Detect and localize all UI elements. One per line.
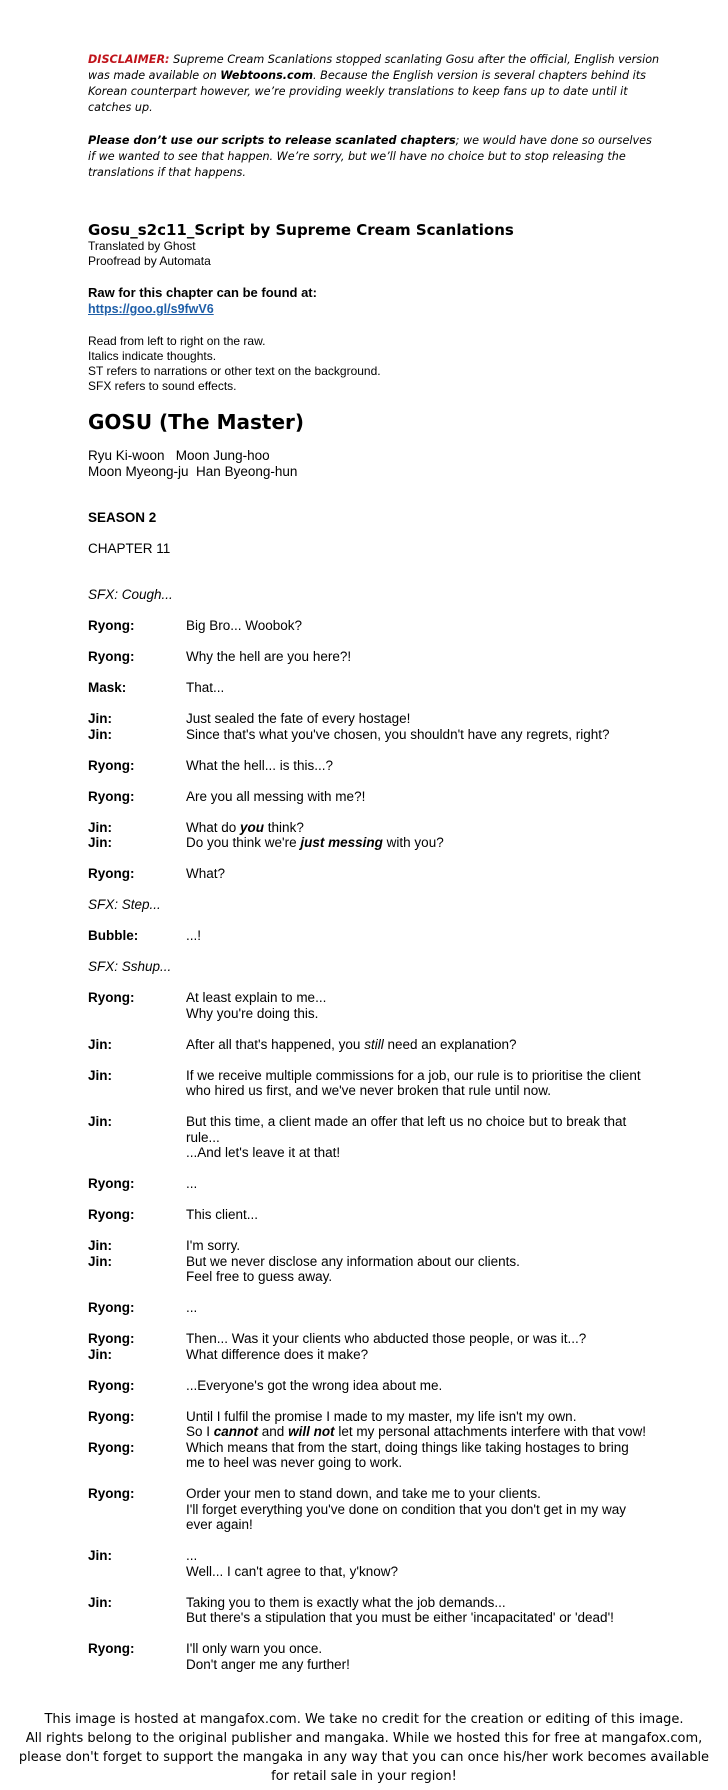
dialogue-segment: After all that's happened, you	[186, 1036, 365, 1052]
speaker-label	[88, 1424, 186, 1440]
speaker-label	[88, 1145, 186, 1161]
speaker-label	[88, 1269, 186, 1285]
webtoons-site-name: Webtoons.com	[220, 69, 314, 82]
speaker-label: Jin:	[88, 835, 113, 850]
script-line	[88, 1269, 660, 1285]
speaker-label	[88, 1657, 186, 1673]
speaker-label: Jin:	[88, 1036, 113, 1052]
speaker-label: Ryong:	[88, 990, 135, 1005]
script-line	[88, 1300, 660, 1316]
raw-heading: Raw for this chapter can be found at:	[88, 285, 317, 300]
speaker-label: Ryong:	[88, 788, 135, 804]
document-page	[88, 52, 660, 1688]
dialogue-segment: think?	[264, 819, 304, 835]
script-line	[88, 618, 660, 634]
speaker-label: Ryong:	[88, 1486, 135, 1501]
speaker-label	[88, 1502, 186, 1533]
dialogue-text: If we receive multiple commissions for a job, our rule is to prioritise the client who hired us first, and we've never broken that rule until now.	[186, 1067, 641, 1098]
script-line	[88, 1564, 660, 1580]
disclaimer-paragraph-2	[88, 133, 660, 181]
speaker-label: Ryong:	[88, 1176, 135, 1191]
note-line: SFX refers to sound effects.	[88, 379, 237, 393]
script-entry	[88, 866, 660, 882]
raw-link[interactable]: https://goo.gl/s9fwV6	[88, 302, 214, 316]
dialogue-text: Then... Was it your clients who abducted those people, or was it...?	[186, 1331, 587, 1346]
names-line: Moon Myeong-ju Han Byeong-hun	[88, 464, 298, 479]
speaker-label	[88, 1564, 186, 1580]
script-entry	[88, 1641, 660, 1672]
script-entry	[88, 758, 660, 774]
script-entry	[88, 1548, 660, 1579]
dialogue-segment: still	[364, 1036, 384, 1052]
script-line	[88, 711, 660, 727]
speaker-label: Ryong:	[88, 1207, 135, 1222]
script-line	[88, 1331, 660, 1347]
script-line	[88, 789, 660, 805]
proofreader-credit: Proofread by Automata	[88, 254, 211, 268]
script-line	[88, 649, 660, 665]
script-line	[88, 990, 660, 1006]
dialogue-text: I'm sorry.	[186, 1238, 241, 1253]
dialogue-text: Are you all messing with me?!	[186, 788, 366, 804]
script-line	[88, 1254, 660, 1270]
sfx-line: SFX: Step...	[88, 897, 161, 912]
script-entry	[88, 1068, 660, 1099]
script-line	[88, 1037, 660, 1053]
dialogue-segment: So I	[186, 1424, 214, 1439]
dialogue-text: ...	[186, 1300, 198, 1315]
script-entry	[88, 649, 660, 665]
script-entry	[88, 789, 660, 805]
script-line	[88, 1502, 660, 1533]
dialogue-segment: What do	[186, 819, 241, 835]
script-entry	[88, 1595, 660, 1626]
script-entry	[88, 990, 660, 1021]
dialogue-segment: you	[240, 819, 265, 835]
script-line	[88, 897, 660, 913]
speaker-label: Ryong:	[88, 1641, 135, 1656]
script-line	[88, 1486, 660, 1502]
script-line	[88, 1641, 660, 1657]
script-line	[88, 1176, 660, 1192]
dialogue-text	[186, 820, 646, 836]
dialogue-segment: just messing	[300, 835, 383, 850]
dialogue-text: But there's a stipulation that you must be either 'incapacitated' or 'dead'!	[186, 1610, 614, 1625]
dialogue-text: That...	[186, 680, 225, 695]
dialogue-text: Order your men to stand down, and take me to your clients.	[186, 1486, 541, 1501]
speaker-label: Ryong:	[88, 1377, 135, 1393]
footer-line: All rights belong to the original publisher and mangaka. While we hosted this for free at mangafox.com,	[25, 1731, 703, 1746]
script-line	[88, 1068, 660, 1099]
script-entry	[88, 1300, 660, 1316]
script-body	[88, 587, 660, 1672]
speaker-label: Mask:	[88, 680, 127, 695]
script-entry	[88, 680, 660, 696]
script-line	[88, 820, 660, 836]
dialogue-text: Until I fulfil the promise I made to my master, my life isn't my own.	[186, 1408, 577, 1424]
speaker-label: Ryong:	[88, 1331, 135, 1346]
dialogue-text: ...And let's leave it at that!	[186, 1145, 341, 1160]
script-line	[88, 1006, 660, 1022]
chapter-heading: CHAPTER 11	[88, 541, 171, 556]
script-line	[88, 1440, 660, 1471]
dialogue-text: What the hell... is this...?	[186, 757, 334, 773]
dialogue-text: Since that's what you've chosen, you shouldn't have any regrets, right?	[186, 726, 610, 742]
speaker-label	[88, 1006, 186, 1022]
speaker-label: Jin:	[88, 1067, 113, 1083]
dialogue-text: I'll forget everything you've done on condition that you don't get in my way ever again!	[186, 1501, 626, 1532]
reading-notes	[88, 334, 660, 394]
dialogue-text: This client...	[186, 1207, 259, 1222]
sfx-line: SFX: Sshup...	[88, 959, 172, 974]
speaker-label: Ryong:	[88, 649, 135, 664]
speaker-label: Ryong:	[88, 618, 135, 633]
speaker-label: Jin:	[88, 819, 113, 835]
speaker-label: Jin:	[88, 1114, 113, 1129]
script-line	[88, 835, 660, 851]
dialogue-text	[186, 1424, 646, 1440]
hosting-footer	[0, 1710, 728, 1786]
disclaimer-warning-rest: ; we would have done so ourselves if we wanted to see that happen. We’re sorry, but we’ll have no choice but to stop releasing the translations if that happens.	[88, 134, 652, 179]
footer-line: please don't forget to support the mangaka in any way that you can once his/her work becomes available	[18, 1750, 710, 1765]
dialogue-text: But we never disclose any information about our clients.	[186, 1253, 520, 1269]
script-entry	[88, 928, 660, 944]
dialogue-text: What?	[186, 866, 226, 881]
script-line	[88, 1347, 660, 1363]
script-entry	[88, 1207, 660, 1223]
dialogue-text: But this time, a client made an offer that left us no choice but to break that rule...	[186, 1114, 627, 1145]
script-entry	[88, 820, 660, 851]
script-entry	[88, 711, 660, 742]
dialogue-text	[186, 1037, 646, 1053]
dialogue-text: Why the hell are you here?!	[186, 649, 352, 664]
note-line: Read from left to right on the raw.	[88, 334, 266, 348]
script-line	[88, 1378, 660, 1394]
speaker-label: Ryong:	[88, 1300, 135, 1315]
footer-line: for retail sale in your region!	[271, 1769, 457, 1784]
dialogue-text: ...Everyone's got the wrong idea about me.	[186, 1377, 443, 1393]
script-entry	[88, 959, 660, 975]
disclaimer-text: Supreme Cream Scanlations stopped scanlating Gosu after the official, English version was made available on	[88, 53, 660, 82]
dialogue-segment: with you?	[382, 835, 444, 850]
script-entry	[88, 1114, 660, 1161]
dialogue-text: Which means that from the start, doing things like taking hostages to bring me to heel was never going to work.	[186, 1439, 629, 1470]
speaker-label: Ryong:	[88, 1408, 135, 1424]
dialogue-text: At least explain to me...	[186, 990, 327, 1005]
speaker-label: Jin:	[88, 1238, 113, 1253]
script-line	[88, 928, 660, 944]
character-names	[88, 448, 660, 480]
script-line	[88, 727, 660, 743]
script-line	[88, 1548, 660, 1564]
dialogue-text: What difference does it make?	[186, 1346, 369, 1362]
script-line	[88, 1409, 660, 1425]
dialogue-text: I'll only warn you once.	[186, 1641, 323, 1656]
script-line	[88, 1424, 660, 1440]
dialogue-text: Taking you to them is exactly what the job demands...	[186, 1594, 506, 1610]
script-line	[88, 1657, 660, 1673]
script-entry	[88, 618, 660, 634]
script-line	[88, 866, 660, 882]
dialogue-text: ...!	[186, 928, 202, 943]
dialogue-text: Just sealed the fate of every hostage!	[186, 711, 411, 726]
note-line: ST refers to narrations or other text on the background.	[88, 364, 381, 378]
script-line	[88, 1145, 660, 1161]
speaker-label: Bubble:	[88, 928, 139, 943]
dialogue-text: Don't anger me any further!	[186, 1656, 350, 1672]
dialogue-text: Well... I can't agree to that, y'know?	[186, 1563, 399, 1579]
footer-line: This image is hosted at mangafox.com. We take no credit for the creation or editing of this image.	[44, 1712, 684, 1727]
speaker-label: Jin:	[88, 1594, 113, 1610]
script-entry	[88, 1378, 660, 1394]
dialogue-segment: need an explanation?	[383, 1036, 517, 1052]
disclaimer-paragraph-1	[88, 52, 660, 116]
translator-credit: Translated by Ghost	[88, 239, 196, 253]
speaker-label: Jin:	[88, 726, 113, 742]
speaker-label: Jin:	[88, 1548, 113, 1563]
script-line	[88, 959, 660, 975]
script-entry	[88, 1037, 660, 1053]
script-entry	[88, 1238, 660, 1285]
note-line: Italics indicate thoughts.	[88, 349, 217, 363]
dialogue-text: Big Bro... Woobok?	[186, 618, 303, 633]
disclaimer-warning: Please don’t use our scripts to release scanlated chapters	[88, 134, 456, 147]
script-line	[88, 1610, 660, 1626]
speaker-label: Jin:	[88, 1253, 113, 1269]
season-heading: SEASON 2	[88, 510, 157, 525]
script-entry	[88, 1486, 660, 1533]
speaker-label: Ryong:	[88, 757, 135, 773]
script-entry	[88, 897, 660, 913]
dialogue-text: ...	[186, 1548, 198, 1563]
script-line	[88, 1595, 660, 1611]
dialogue-segment: Do you think we're	[186, 835, 301, 850]
speaker-label: Jin:	[88, 1346, 113, 1362]
dialogue-segment: will not	[288, 1424, 335, 1439]
script-entry	[88, 1176, 660, 1192]
dialogue-text: Why you're doing this.	[186, 1005, 319, 1021]
disclaimer-label: DISCLAIMER:	[88, 53, 170, 66]
script-entry	[88, 587, 660, 603]
disclaimer-text-cont: . Because the English version is several chapters behind its Korean counterpart however, we’re providing weekly translations to keep fans up to date until it catches up.	[88, 69, 647, 114]
script-line	[88, 680, 660, 696]
dialogue-segment: and	[258, 1424, 289, 1439]
script-entry	[88, 1331, 660, 1362]
script-line	[88, 587, 660, 603]
script-line	[88, 1114, 660, 1145]
dialogue-text: Feel free to guess away.	[186, 1269, 333, 1284]
sfx-line: SFX: Cough...	[88, 587, 173, 602]
dialogue-segment: let my personal attachments interfere with that vow!	[334, 1424, 646, 1439]
dialogue-text	[186, 835, 646, 851]
series-title: GOSU (The Master)	[88, 410, 305, 434]
script-title: Gosu_s2c11_Script by Supreme Cream Scanlations	[88, 221, 514, 239]
script-entry	[88, 1409, 660, 1471]
dialogue-text: ...	[186, 1176, 198, 1191]
script-line	[88, 758, 660, 774]
speaker-label: Ryong:	[88, 866, 135, 881]
speaker-label	[88, 1610, 186, 1626]
script-line	[88, 1207, 660, 1223]
names-line: Ryu Ki-woon Moon Jung-hoo	[88, 448, 270, 463]
script-line	[88, 1238, 660, 1254]
speaker-label: Ryong:	[88, 1439, 135, 1455]
dialogue-segment: cannot	[213, 1424, 259, 1439]
speaker-label: Jin:	[88, 711, 113, 726]
